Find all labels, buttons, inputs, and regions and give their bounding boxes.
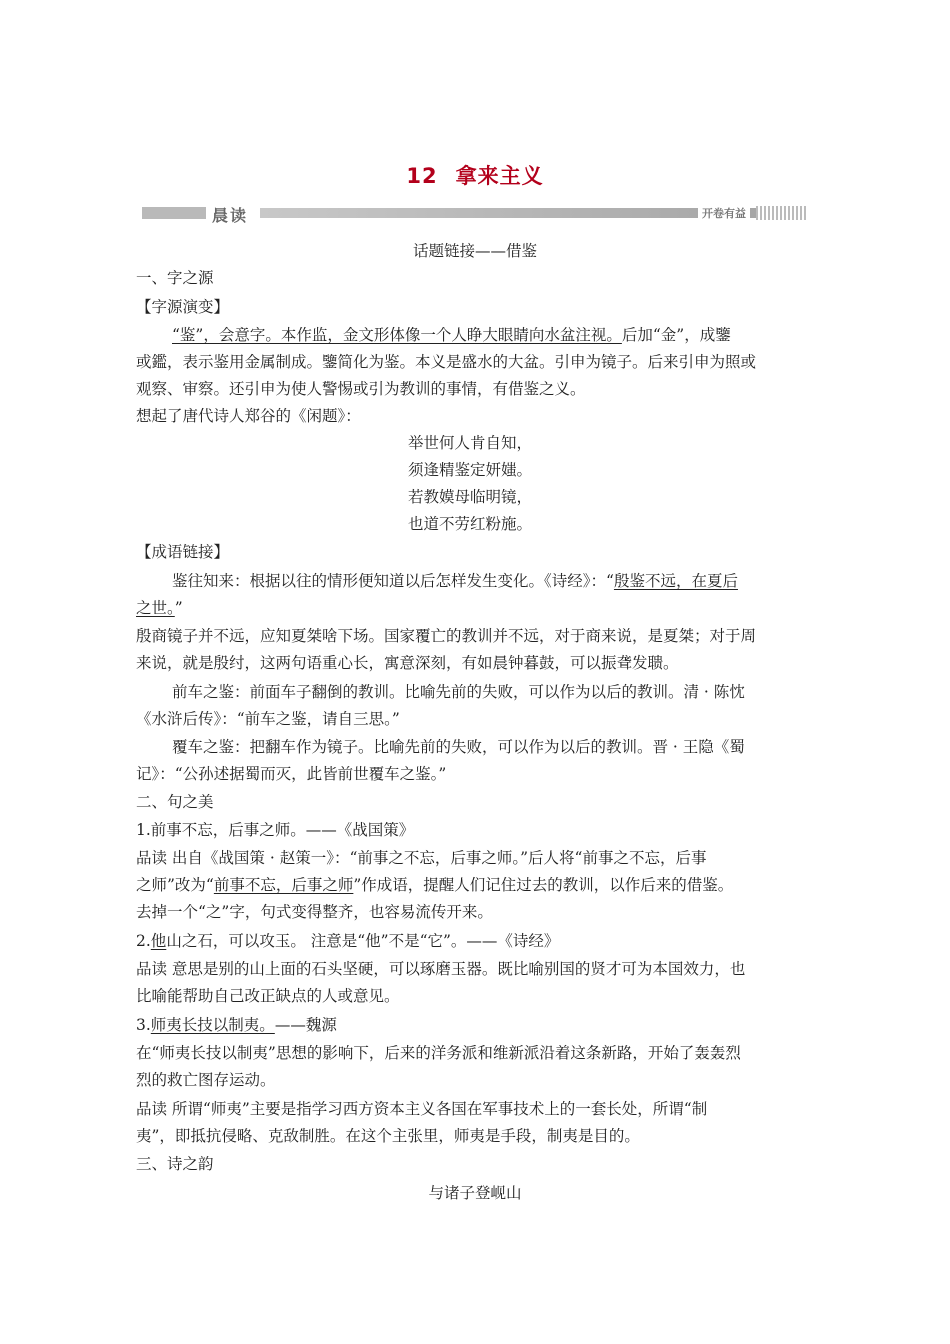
quote-line: 1.前事不忘，后事之师。——《战国策》: [136, 821, 415, 839]
section-heading-1: 一、字之源: [136, 269, 214, 287]
paragraph-line: 记》：“公孙述据蜀而灭，此皆前世覆车之鉴。”: [136, 765, 447, 783]
poem-line: 若教嫫母临明镜，: [408, 488, 533, 506]
quote-line: 2.他山之石，可以攻玉。 注意是“他”不是“它”。——《诗经》: [136, 932, 560, 950]
banner-label: 晨读: [212, 206, 249, 225]
banner-left-bar: [142, 207, 206, 219]
paragraph-line: 烈的救亡图存运动。: [136, 1071, 276, 1089]
lesson-title: 拿来主义: [455, 164, 544, 188]
subheading-idioms: 【成语链接】: [136, 543, 230, 561]
banner-right-label: 开卷有益: [698, 205, 750, 221]
paragraph-line: 或鑑，表示鉴用金属制成。鑒简化为鉴。本义是盛水的大盆。引申为镜子。后来引申为照或: [136, 353, 757, 371]
quote-line: 3.师夷长技以制夷。——魏源: [136, 1016, 337, 1034]
paragraph-line: 《水浒后传》：“前车之鉴，请自三思。”: [136, 710, 400, 728]
topic-heading: 话题链接——借鉴: [412, 242, 537, 260]
underlined-text: 殷鉴不远，在夏后: [613, 572, 738, 590]
paragraph-line: 来说，就是殷纣，这两句语重心长，寓意深刻，有如晨钟暮鼓，可以振聋发聩。: [136, 654, 679, 672]
paragraph-line: 覆车之鉴：把翻车作为镜子。比喻先前的失败，可以作为以后的教训。晋 · 王隐《蜀: [172, 738, 745, 756]
page-title: [0, 160, 950, 190]
paragraph-line: 去掉一个“之”字，句式变得整齐，也容易流传开来。: [136, 903, 493, 921]
paragraph-line: 夷”，即抵抗侵略、克敌制胜。在这个主张里，师夷是手段，制夷是目的。: [136, 1127, 640, 1145]
paragraph-line: 鉴往知来：根据以往的情形便知道以后怎样发生变化。《诗经》：“殷鉴不远，在夏后: [172, 572, 738, 590]
paragraph-line: 之世。”: [136, 599, 183, 617]
lesson-number: 12: [406, 164, 438, 188]
underlined-text: 前事不忘，后事之师: [213, 876, 354, 894]
paragraph-line: 之师”改为“前事不忘，后事之师”作成语，提醒人们记住过去的教训，以作后来的借鉴。: [136, 876, 734, 894]
paragraph-line: 殷商镜子并不远，应知夏桀啥下场。国家覆亡的教训并不远，对于商来说，是夏桀；对于周: [136, 627, 757, 645]
section-heading-3: 三、诗之韵: [136, 1155, 214, 1173]
poem-line: 举世何人肯自知，: [408, 434, 533, 452]
subheading-origin: 【字源演变】: [136, 298, 230, 316]
paragraph-line: 观察、审察。还引申为使人警惕或引为教训的事情，有借鉴之义。: [136, 380, 586, 398]
paragraph-line: 品读 意思是别的山上面的石头坚硬，可以琢磨玉器。既比喻别国的贤才可为本国效力，也: [136, 960, 746, 978]
paragraph-line: 比喻能帮助自己改正缺点的人或意见。: [136, 987, 400, 1005]
section-banner: [142, 204, 808, 225]
underlined-text: 之世。: [136, 599, 175, 617]
paragraph-line: 想起了唐代诗人郑谷的《闲题》：: [136, 407, 361, 425]
banner-stripes: [756, 206, 808, 220]
paragraph-line: 品读 出自《战国策 · 赵策一》：“前事之不忘，后事之师。”后人将“前事之不忘，后事: [136, 849, 707, 867]
underlined-text: “鉴”，会意字。本作监，金文形体像一个人睁大眼睛向水盆注视。: [172, 326, 622, 344]
paragraph-line: 品读 所谓“师夷”主要是指学习西方资本主义各国在军事技术上的一套长处，所谓“制: [136, 1100, 708, 1118]
poem-line: 也道不劳红粉施。: [408, 515, 533, 533]
section-heading-2: 二、句之美: [136, 793, 214, 811]
paragraph-line: “鉴”，会意字。本作监，金文形体像一个人睁大眼睛向水盆注视。后加“金”，成鑒: [172, 326, 731, 344]
paragraph-line: 在“师夷长技以制夷”思想的影响下，后来的洋务派和维新派沿着这条新路，开始了轰轰烈: [136, 1044, 741, 1062]
poem-title: 与诸子登岘山: [428, 1184, 522, 1202]
underlined-text: 他: [150, 932, 167, 950]
underlined-text: 师夷长技以制夷。: [150, 1016, 275, 1034]
poem-line: 须逢精鉴定妍媸。: [408, 461, 533, 479]
paragraph-line: 前车之鉴：前面车子翻倒的教训。比喻先前的失败，可以作为以后的教训。清 · 陈忱: [172, 683, 745, 701]
